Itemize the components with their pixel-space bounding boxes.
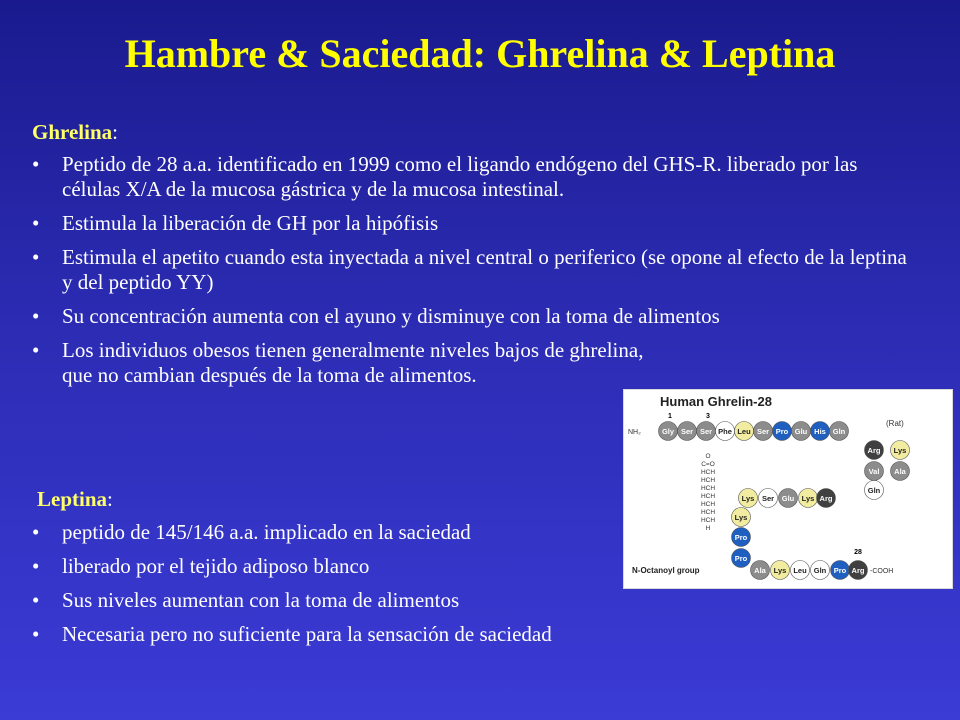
ghrelina-bullet: • Estimula la liberación de GH por la hipófisis: [32, 211, 912, 236]
position-3-label: 3: [706, 413, 710, 420]
leptina-bullet: • Necesaria pero no suficiente para la sensación de saciedad: [32, 622, 752, 647]
residue-label: Gln: [832, 427, 846, 436]
residue-label: Phe: [718, 427, 732, 436]
ghrelina-bullet: • Peptido de 28 a.a. identificado en 1999 como el ligando endógeno del GHS-R. liberado por las células X/A de la mucosa gástrica y de la mucosa intestinal.: [32, 152, 912, 202]
octanoyl-chain-atom: HCH: [700, 477, 716, 484]
position-28-label: 28: [854, 549, 862, 556]
residue-label: His: [814, 427, 826, 436]
residue-label: Lys: [801, 494, 815, 503]
octanoyl-chain-atom: HCH: [700, 469, 716, 476]
ghrelina-bullet: • Su concentración aumenta con el ayuno y disminuye con la toma de alimentos: [32, 304, 912, 329]
residue-label: Lys: [734, 513, 748, 522]
ghrelin-structure-figure: [623, 389, 953, 589]
residue-label: Ser: [699, 427, 713, 436]
residue-label: Arg: [851, 566, 865, 575]
figure-title: Human Ghrelin-28: [660, 394, 772, 409]
residue-label: Pro: [775, 427, 789, 436]
rat-label: (Rat): [886, 419, 904, 428]
octanoyl-chain-atom: HCH: [700, 517, 716, 524]
residue-label: Pro: [734, 554, 748, 563]
residue-label: Pro: [833, 566, 847, 575]
ghrelina-bullet: • Los individuos obesos tienen generalmente niveles bajos de ghrelina, que no cambian después de la toma de alimentos.: [32, 338, 647, 388]
ghrelina-bullet-list: [32, 152, 912, 397]
residue-label: Ser: [761, 494, 775, 503]
residue-label: Pro: [734, 533, 748, 542]
leptina-bullet: • liberado por el tejido adiposo blanco: [32, 554, 752, 579]
octanoyl-group-label: N-Octanoyl group: [632, 566, 700, 575]
octanoyl-chain-atom: HCH: [700, 509, 716, 516]
leptina-heading: [37, 487, 113, 512]
residue-label: Ser: [680, 427, 694, 436]
ghrelin-structure-diagram: [624, 390, 952, 588]
ghrelina-heading-word: Ghrelina: [32, 120, 113, 144]
residue-label: Arg: [819, 494, 833, 503]
residue-label: Ser: [756, 427, 770, 436]
residue-label: Lys: [773, 566, 787, 575]
octanoyl-chain-atom: H: [705, 525, 711, 532]
residue-label: Glu: [794, 427, 808, 436]
residue-label: Gln: [813, 566, 827, 575]
residue-label: Gln: [867, 486, 881, 495]
residue-label: Ala: [754, 566, 766, 575]
octanoyl-chain-atom: C=O: [701, 461, 715, 468]
octanoyl-chain-atom: O: [705, 453, 711, 460]
position-1-label: 1: [668, 413, 672, 420]
octanoyl-chain-atom: HCH: [700, 501, 716, 508]
leptina-bullet: • Sus niveles aumentan con la toma de alimentos: [32, 588, 752, 613]
residue-label: Glu: [781, 494, 795, 503]
residue-label: Leu: [793, 566, 807, 575]
nh2-label: NH₂: [628, 429, 641, 436]
residue-label: Val: [868, 467, 880, 476]
slide-title: Hambre & Saciedad: Ghrelina & Leptina: [124, 31, 836, 76]
residue-label: Leu: [737, 427, 751, 436]
leptina-heading-colon: :: [107, 487, 113, 511]
residue-label: Gly: [661, 427, 675, 436]
octanoyl-chain-atom: HCH: [700, 493, 716, 500]
ghrelina-heading-colon: :: [112, 120, 118, 144]
octanoyl-chain-atom: HCH: [700, 485, 716, 492]
cooh-label: -COOH: [870, 568, 894, 575]
ghrelina-heading: [32, 120, 118, 145]
leptina-bullet: • peptido de 145/146 a.a. implicado en la saciedad: [32, 520, 752, 545]
residue-label: Arg: [867, 446, 881, 455]
residue-label: Lys: [893, 446, 907, 455]
residue-label: Ala: [894, 467, 906, 476]
residue-label: Lys: [741, 494, 755, 503]
leptina-heading-word: Leptina: [37, 487, 108, 511]
ghrelina-bullet: • Estimula el apetito cuando esta inyectada a nivel central o periferico (se opone al efecto de la leptina y del peptido YY): [32, 245, 912, 295]
